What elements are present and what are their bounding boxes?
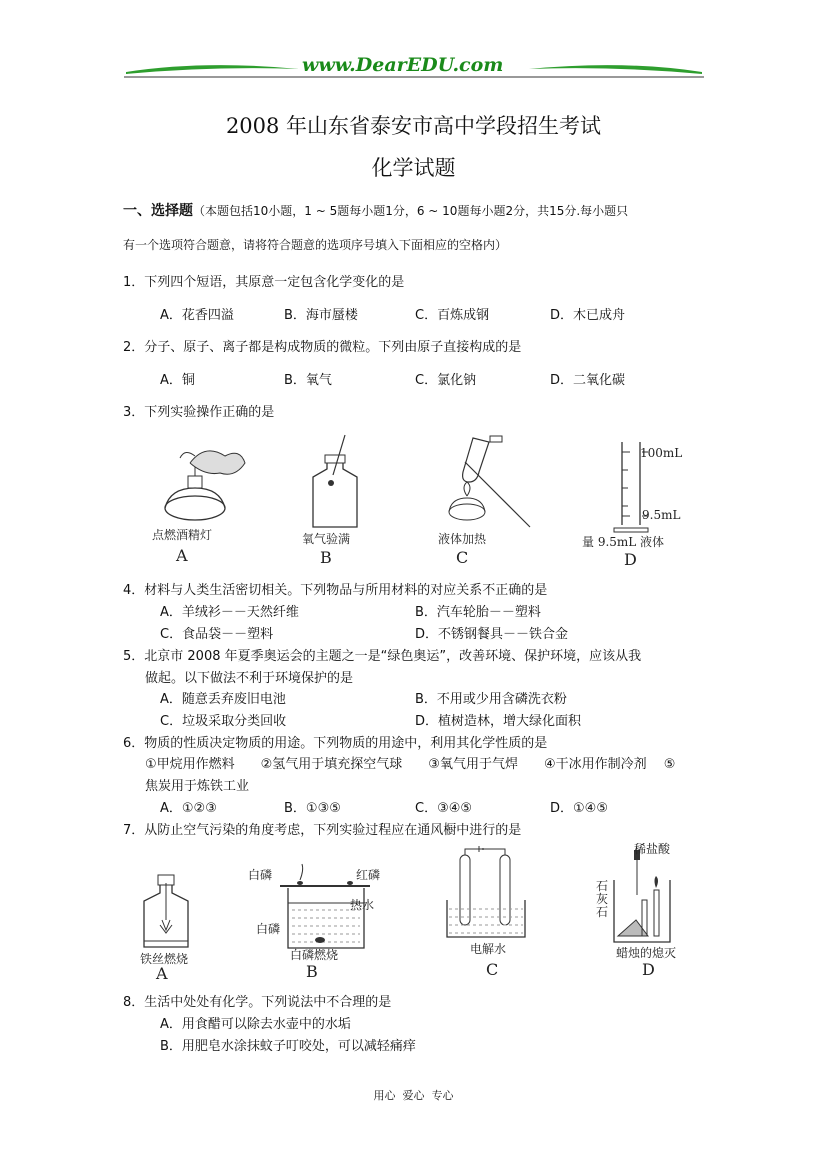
- q6-option-c: C．③④⑤: [415, 801, 473, 816]
- section-heading: [123, 200, 628, 220]
- gas-bottle-illustration: [305, 435, 375, 530]
- label-acid: 稀盐酸: [634, 842, 671, 856]
- cylinder-top-label: 100mL: [640, 446, 683, 460]
- q1-option-c: C．百炼成钢: [415, 308, 490, 323]
- section-title: 一、选择题: [123, 203, 193, 219]
- section-note-line2: 有一个选项符合题意，请将符合题意的选项序号填入下面相应的空格内）: [123, 238, 508, 252]
- q8-option-b: B．用肥皂水涂抹蚊子叮咬处，可以减轻痛痒: [160, 1039, 416, 1054]
- q6-items-line2: 焦炭用于炼铁工业: [145, 779, 250, 794]
- q1-option-a: A．花香四溢: [160, 308, 234, 323]
- q4-stem: 4．材料与人类生活密切相关。下列物品与所用材料的对应关系不正确的是: [123, 583, 548, 598]
- q5-option-a: A．随意丢弃废旧电池: [160, 692, 286, 707]
- q7-caption-c: 电解水: [470, 942, 507, 956]
- q7-caption-d: 蜡烛的熄灭: [616, 946, 677, 960]
- q1-option-b: B．海市蜃楼: [284, 308, 358, 323]
- q4-option-d: D．不锈钢餐具－－铁合金: [415, 627, 569, 642]
- q2-stem: 2．分子、原子、离子都是构成物质的微粒。下列由原子直接构成的是: [123, 340, 522, 355]
- label-hot-water: 热水: [350, 898, 375, 912]
- q8-option-a: A．用食醋可以除去水壶中的水垢: [160, 1017, 351, 1032]
- q7-caption-a: 铁丝燃烧: [140, 952, 189, 966]
- q5-option-b: B．不用或少用含磷洗衣粉: [415, 692, 567, 707]
- page-footer: 用心 爱心 专心: [373, 1089, 454, 1102]
- label-limestone: 石 灰 石: [596, 879, 609, 919]
- q3-letter-d: D: [624, 550, 637, 569]
- q7-letter-c: C: [486, 960, 499, 979]
- page-title: 2008 年山东省泰安市高中学段招生考试: [225, 114, 602, 138]
- q4-option-c: C．食品袋－－塑料: [160, 627, 274, 642]
- label-red-p: 红磷: [356, 868, 381, 882]
- test-tube-heating-illustration: [435, 432, 535, 532]
- section-note: （本题包括10小题，1 ~ 5题每小题1分，6 ~ 10题每小题2分，共15分.每小题只: [193, 204, 629, 218]
- q7-caption-b: 白磷燃烧: [290, 948, 339, 962]
- q7-stem: 7．从防止空气污染的角度考虑，下列实验过程应在通风橱中进行的是: [123, 823, 522, 838]
- q8-stem: 8．生活中处处有化学。下列说法中不合理的是: [123, 995, 392, 1010]
- q4-option-a: A．羊绒衫－－天然纤维: [160, 605, 299, 620]
- q6-option-b: B．①③⑤: [284, 801, 341, 816]
- q7-letter-d: D: [642, 960, 655, 979]
- q2-option-b: B．氧气: [284, 373, 332, 388]
- q5-stem-line1: 5．北京市 2008 年夏季奥运会的主题之一是“绿色奥运”，改善环境、保护环境，应该从我: [123, 649, 642, 664]
- q3-figure: [140, 430, 683, 570]
- q7-figure: [130, 840, 690, 983]
- label-white-p-top: 白磷: [248, 868, 273, 882]
- q3-caption-a: 点燃酒精灯: [152, 528, 213, 542]
- electrolysis-illustration: [445, 845, 535, 940]
- q3-letter-a: A: [176, 546, 188, 565]
- page-subtitle: 化学试题: [371, 156, 456, 180]
- q4-option-b: B．汽车轮胎－－塑料: [415, 605, 541, 620]
- q2-option-a: A．铜: [160, 373, 195, 388]
- q6-option-a: A．①②③: [160, 801, 217, 816]
- q5-stem-line2: 做起。以下做法不利于环境保护的是: [145, 671, 354, 686]
- q3-stem: 3．下列实验操作正确的是: [123, 405, 275, 420]
- q3-caption-c: 液体加热: [438, 532, 487, 546]
- q1-option-d: D．木已成舟: [550, 308, 626, 323]
- q5-option-d: D．植树造林，增大绿化面积: [415, 714, 582, 729]
- q3-caption-d: 量 9.5mL 液体: [582, 535, 665, 549]
- alcohol-lamp-illustration: [150, 438, 260, 533]
- q5-option-c: C．垃圾采取分类回收: [160, 714, 287, 729]
- q2-option-d: D．二氧化碳: [550, 373, 626, 388]
- q3-letter-b: B: [320, 548, 332, 567]
- q6-items-line1: ①甲烷用作燃料 ②氢气用于填充探空气球 ③氧气用于气焊 ④干冰用作制冷剂 ⑤: [145, 757, 676, 772]
- q7-letter-a: A: [156, 964, 168, 983]
- q6-stem: 6．物质的性质决定物质的用途。下列物质的用途中，利用其化学性质的是: [123, 736, 548, 751]
- q2-option-c: C．氯化钠: [415, 373, 477, 388]
- q1-stem: 1．下列四个短语，其原意一定包含化学变化的是: [123, 275, 405, 290]
- cylinder-mark-label: 9.5mL: [642, 508, 681, 522]
- candle-beaker-illustration: [608, 850, 688, 950]
- site-name: www.DearEDU.com: [302, 54, 504, 76]
- q7-letter-b: B: [306, 962, 318, 981]
- q3-caption-b: 氧气验满: [302, 532, 351, 546]
- q3-letter-c: C: [456, 548, 469, 567]
- label-white-p-side: 白磷: [256, 922, 281, 936]
- q6-option-d: D．①④⑤: [550, 801, 608, 816]
- header-banner: [124, 52, 704, 82]
